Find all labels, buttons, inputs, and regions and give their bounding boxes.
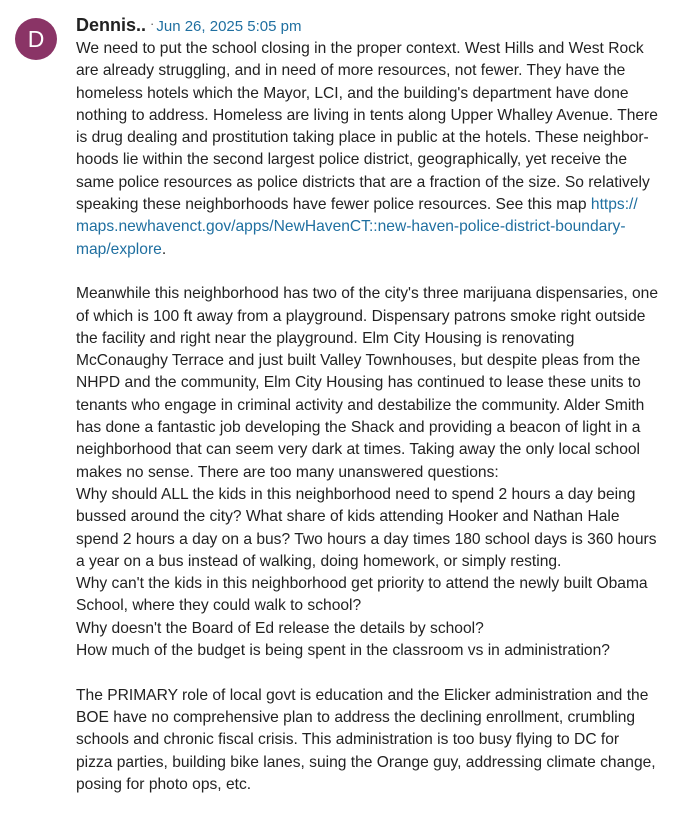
text-line: We need to put the school closing in the proper context. West Hills and West Rock xyxy=(76,40,644,57)
text-line: McConaughy Terrace and just built Valley Townhouses, but despite pleas from the xyxy=(76,352,641,370)
text-line: tenants who engage in criminal activity and destabilize the community. Alder Smith xyxy=(76,396,645,414)
text-line: is drug dealing and prostitution taking place in public at the hotels. These neighbor- xyxy=(76,129,649,147)
text-line: are already struggling, and in need of more resources, not fewer. They have the xyxy=(76,62,626,80)
paragraph-2 xyxy=(76,283,686,662)
text-line: same police resources as police districts that are a fraction of the size. So relatively xyxy=(76,173,650,191)
map-link-part-1[interactable]: https:// xyxy=(590,196,638,214)
text-line: makes no sense. There are too many unanswered questions: xyxy=(76,463,499,481)
text-line: the facility and right near the playground. Elm City Housing is renovating xyxy=(76,329,575,347)
text-line: posing for photo ops, etc. xyxy=(76,775,252,793)
paragraph-1 xyxy=(76,38,686,261)
paragraph-3 xyxy=(76,685,686,796)
question-line: a year on a bus instead of walking, doing homework, or simply resting. xyxy=(76,552,562,570)
author-name[interactable]: Dennis.. xyxy=(76,15,147,35)
separator-dot: · xyxy=(150,16,155,31)
post-link-text: . xyxy=(161,240,167,258)
map-link-part-2[interactable]: maps.newhavenct.gov/apps/NewHavenCT::new-haven-police-district-boundary- xyxy=(76,218,626,236)
text-line: neighborhood that can seem very dark at times. Taking away the only local school xyxy=(76,441,641,459)
text-line: Meanwhile this neighborhood has two of the city's three marijuana dispensaries, one xyxy=(76,285,659,303)
text-line: has done a fantastic job developing the Shack and providing a beacon of light in a xyxy=(76,419,641,437)
comment-header xyxy=(76,12,686,38)
comment-body xyxy=(76,38,686,796)
text-line: The PRIMARY role of local govt is education and the Elicker administration and the xyxy=(76,686,649,704)
text-line xyxy=(76,239,686,261)
map-link-part-3[interactable]: map/explore xyxy=(76,240,162,258)
text-line: homeless hotels which the Mayor, LCI, and the building's department have done xyxy=(76,84,629,102)
timestamp-link[interactable]: Jun 26, 2025 5:05 pm xyxy=(156,18,302,35)
comment-content xyxy=(76,12,686,818)
text-line: schools and chronic fiscal crisis. This administration is too busy flying to DC for xyxy=(76,731,620,749)
pre-link-text: speaking these neighborhoods have fewer police resources. See this map xyxy=(76,196,591,214)
text-line: hoods lie within the second largest police district, geographically, yet receive the xyxy=(76,151,627,169)
avatar-letter: D xyxy=(27,26,45,52)
text-line: pizza parties, building bike lanes, suing the Orange guy, addressing climate change, xyxy=(76,753,656,771)
question-line: School, where they could walk to school? xyxy=(76,597,362,615)
question-line: bussed around the city? What share of kids attending Hooker and Nathan Hale xyxy=(76,508,620,526)
question-line: Why can't the kids in this neighborhood get priority to attend the newly built Obama xyxy=(76,575,648,593)
text-line: nothing to address. Homeless are living in tents along Upper Whalley Avenue. There xyxy=(76,106,658,124)
text-line: NHPD and the community, Elm City Housing has continued to lease these units to xyxy=(76,374,641,392)
avatar[interactable] xyxy=(15,18,57,60)
question-line: spend 2 hours a day on a bus? Two hours a day times 180 school days is 360 hours xyxy=(76,530,657,548)
text-line xyxy=(76,194,686,216)
text-line xyxy=(76,216,686,238)
text-line: BOE have no comprehensive plan to address the declining enrollment, crumbling xyxy=(76,708,636,726)
question-line: Why should ALL the kids in this neighborhood need to spend 2 hours a day being xyxy=(76,485,636,503)
question-line: How much of the budget is being spent in the classroom vs in administration? xyxy=(76,642,610,660)
text-line: of which is 100 ft away from a playground. Dispensary patrons smoke right outside xyxy=(76,307,646,325)
question-line: Why doesn't the Board of Ed release the details by school? xyxy=(76,619,484,637)
